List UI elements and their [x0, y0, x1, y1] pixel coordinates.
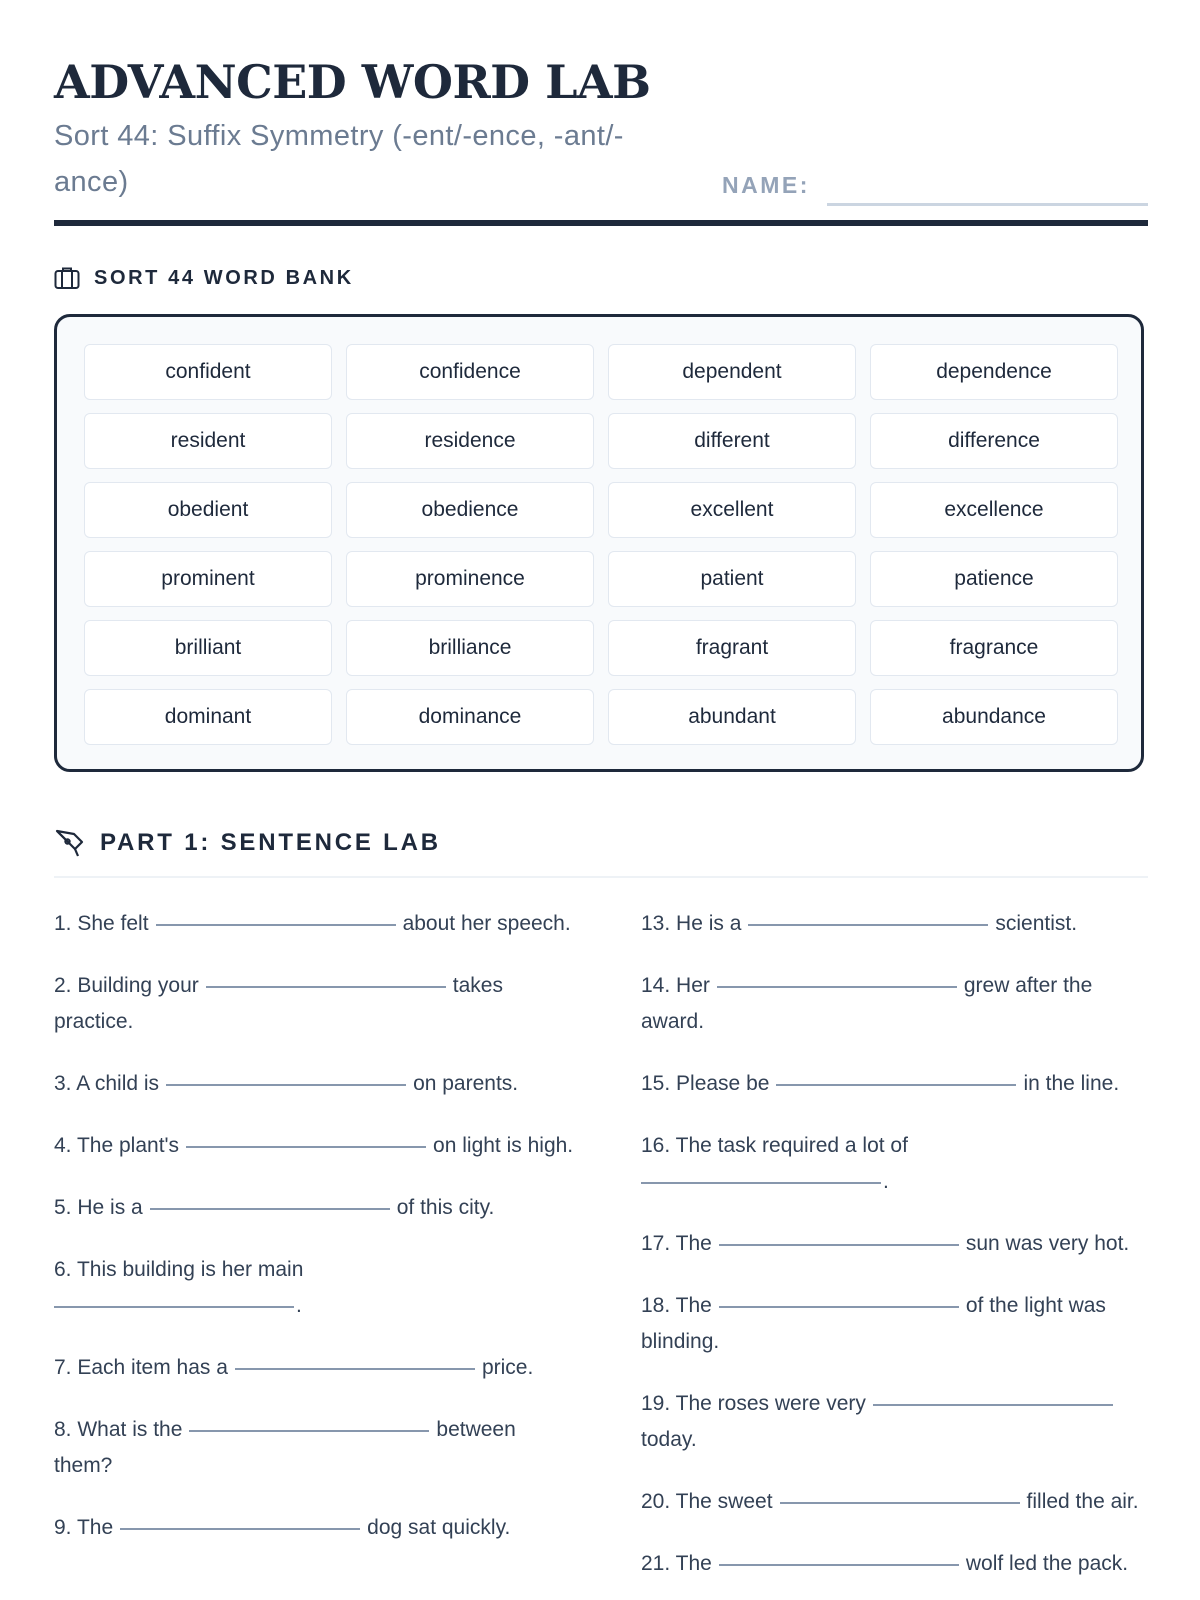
word-card: dominance — [346, 689, 594, 745]
answer-blank[interactable] — [748, 924, 988, 926]
answer-blank[interactable] — [120, 1528, 360, 1530]
sentence-after: of the light was blinding. — [641, 1294, 1106, 1353]
sentence-before: 19. The roses were very — [641, 1392, 866, 1415]
answer-blank[interactable] — [150, 1208, 390, 1210]
sentences-right-column — [641, 906, 1161, 1600]
word-card: dominant — [84, 689, 332, 745]
word-bank-grid — [84, 344, 1118, 745]
header-rule — [54, 220, 1148, 226]
sentence-after: on light is high. — [433, 1134, 574, 1157]
word-card: residence — [346, 413, 594, 469]
answer-blank[interactable] — [717, 986, 957, 988]
sentence-item — [54, 906, 574, 942]
word-card: excellent — [608, 482, 856, 538]
sentence-before: 6. This building is her main — [54, 1258, 304, 1281]
sentence-before: 2. Building your — [54, 974, 199, 997]
word-bank-title: SORT 44 WORD BANK — [94, 266, 354, 289]
word-bank — [54, 314, 1144, 772]
sentence-item — [641, 1066, 1161, 1102]
sentence-after: dog sat quickly. — [367, 1516, 511, 1539]
sentence-after: . — [296, 1294, 302, 1317]
sentence-after: about her speech. — [402, 912, 571, 935]
sentence-after: sun was very hot. — [965, 1232, 1130, 1255]
word-card: patience — [870, 551, 1118, 607]
sentence-before: 15. Please be — [641, 1072, 770, 1095]
word-card: difference — [870, 413, 1118, 469]
sentence-before: 9. The — [54, 1516, 114, 1539]
answer-blank[interactable] — [189, 1430, 429, 1432]
sentence-after: in the line. — [1023, 1072, 1120, 1095]
word-card: obedient — [84, 482, 332, 538]
sentence-before: 13. He is a — [641, 912, 742, 935]
page-subtitle: Sort 44: Suffix Symmetry (-ent/-ence, -ant/-ance) — [54, 120, 624, 198]
sentence-item — [54, 1252, 574, 1324]
sentence-item — [641, 1226, 1161, 1262]
sentence-after: scientist. — [995, 912, 1078, 935]
answer-blank[interactable] — [776, 1084, 1016, 1086]
sentence-after: of this city. — [396, 1196, 495, 1219]
answer-blank[interactable] — [166, 1084, 406, 1086]
name-field[interactable] — [827, 203, 1148, 206]
sentence-item — [641, 1128, 1161, 1200]
sentence-before: 1. She felt — [54, 912, 149, 935]
sentence-before: 3. A child is — [54, 1072, 160, 1095]
word-card: patient — [608, 551, 856, 607]
word-card: abundance — [870, 689, 1118, 745]
sentence-item — [641, 1546, 1161, 1582]
answer-blank[interactable] — [873, 1404, 1113, 1406]
sentence-after: on parents. — [413, 1072, 519, 1095]
answer-blank[interactable] — [206, 986, 446, 988]
sentence-before: 17. The — [641, 1232, 712, 1255]
sentence-after: wolf led the pack. — [965, 1552, 1129, 1575]
sentence-before: 5. He is a — [54, 1196, 143, 1219]
briefcase-icon — [54, 266, 80, 290]
sentence-after: . — [883, 1170, 889, 1193]
sentence-before: 4. The plant's — [54, 1134, 180, 1157]
word-card: different — [608, 413, 856, 469]
sentence-before: 20. The sweet — [641, 1490, 773, 1513]
word-card: fragrant — [608, 620, 856, 676]
pen-nib-icon — [54, 828, 86, 858]
word-card: brilliant — [84, 620, 332, 676]
section-divider — [54, 876, 1148, 878]
answer-blank[interactable] — [186, 1146, 426, 1148]
answer-blank[interactable] — [780, 1502, 1020, 1504]
word-card: confidence — [346, 344, 594, 400]
word-card: abundant — [608, 689, 856, 745]
answer-blank[interactable] — [156, 924, 396, 926]
sentence-item — [641, 968, 1161, 1040]
word-card: brilliance — [346, 620, 594, 676]
part1-title: PART 1: SENTENCE LAB — [100, 829, 441, 856]
word-card: excellence — [870, 482, 1118, 538]
sentence-item — [641, 1288, 1161, 1360]
answer-blank[interactable] — [719, 1306, 959, 1308]
sentence-item — [54, 968, 574, 1040]
sentence-before: 7. Each item has a — [54, 1356, 228, 1379]
answer-blank[interactable] — [719, 1244, 959, 1246]
sentences-left-column — [54, 906, 574, 1572]
sentence-item — [54, 1190, 574, 1226]
sentence-after: takes practice. — [54, 974, 503, 1033]
sentence-after: grew after the award. — [641, 974, 1093, 1033]
word-card: dependence — [870, 344, 1118, 400]
sentence-after: today. — [641, 1428, 697, 1451]
sentence-before: 16. The task required a lot of — [641, 1134, 908, 1157]
word-card: prominence — [346, 551, 594, 607]
sentence-after: between them? — [54, 1418, 516, 1477]
word-card: dependent — [608, 344, 856, 400]
sentence-before: 14. Her — [641, 974, 710, 997]
sentence-item — [641, 906, 1161, 942]
name-label: NAME: — [722, 172, 810, 198]
sentence-item — [54, 1066, 574, 1102]
answer-blank[interactable] — [235, 1368, 475, 1370]
sentence-after: filled the air. — [1026, 1490, 1139, 1513]
sentence-before: 21. The — [641, 1552, 712, 1575]
word-card: obedience — [346, 482, 594, 538]
answer-blank[interactable] — [641, 1182, 881, 1184]
word-card: confident — [84, 344, 332, 400]
sentence-item — [54, 1412, 574, 1484]
sentence-item — [641, 1484, 1161, 1520]
sentence-before: 18. The — [641, 1294, 712, 1317]
page-title: ADVANCED WORD LAB — [54, 55, 651, 109]
answer-blank[interactable] — [719, 1564, 959, 1566]
word-card: prominent — [84, 551, 332, 607]
sentence-item — [54, 1128, 574, 1164]
sentence-item — [641, 1386, 1161, 1458]
word-card: fragrance — [870, 620, 1118, 676]
answer-blank[interactable] — [54, 1306, 294, 1308]
part1-heading — [54, 828, 441, 858]
sentence-item — [54, 1510, 574, 1546]
sentence-after: price. — [481, 1356, 534, 1379]
word-card: resident — [84, 413, 332, 469]
sentence-item — [54, 1350, 574, 1386]
sentence-before: 8. What is the — [54, 1418, 183, 1441]
word-bank-heading — [54, 266, 354, 290]
